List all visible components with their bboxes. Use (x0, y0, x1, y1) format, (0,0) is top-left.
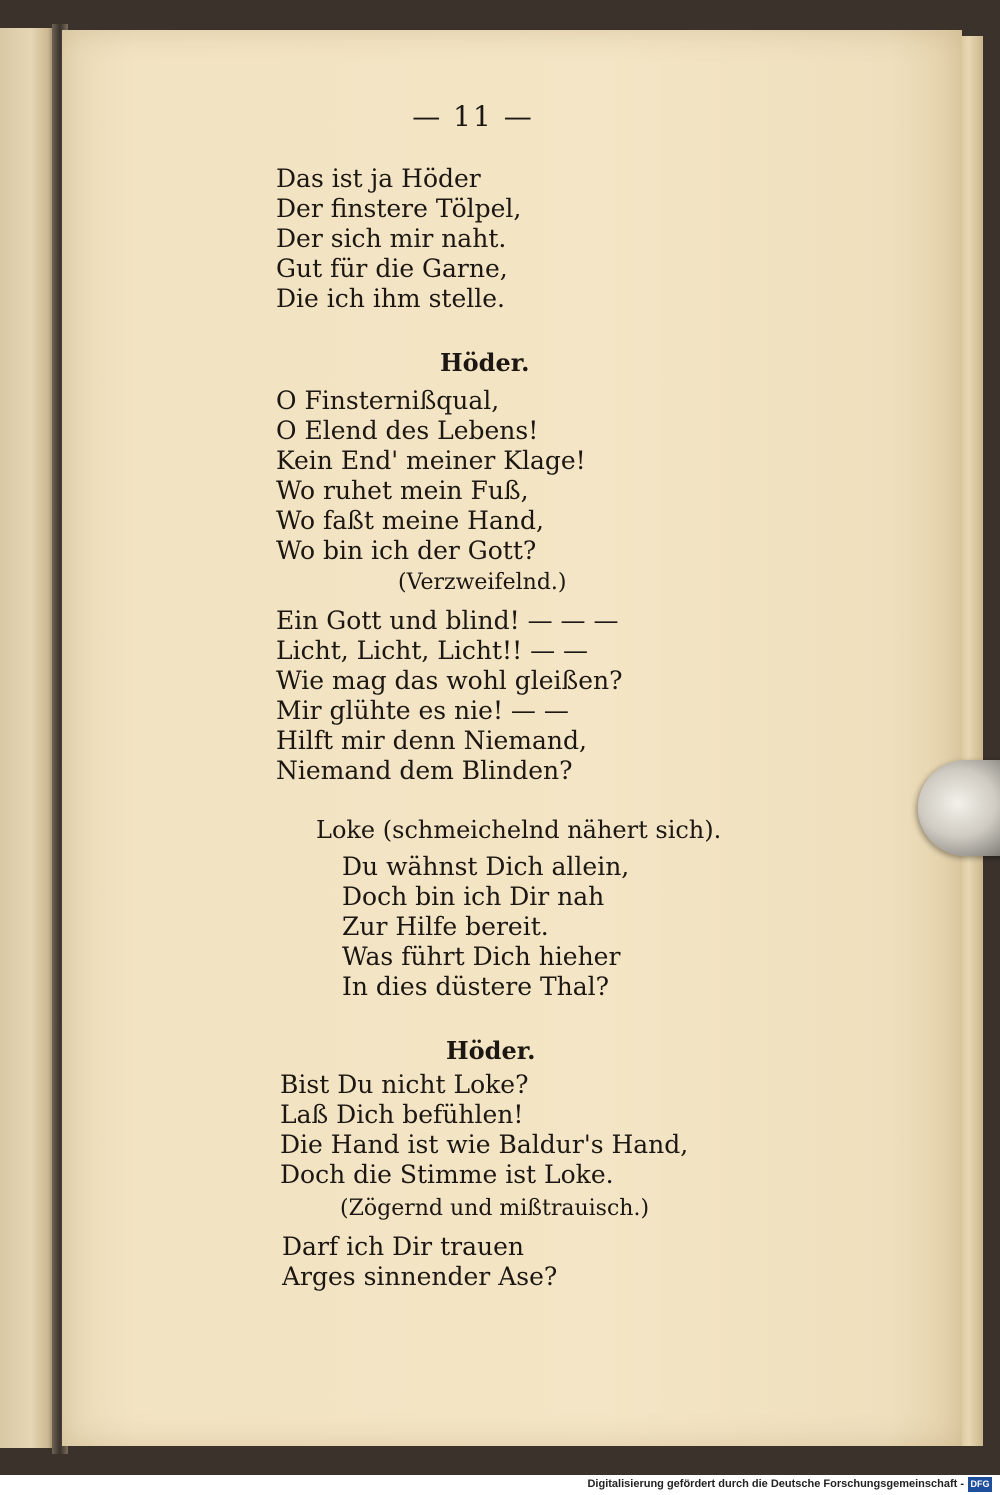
verse-line: O Finsternißqual, (276, 386, 500, 415)
verse-line: Niemand dem Blinden? (276, 756, 573, 785)
verse-line: Kein End' meiner Klage! (276, 446, 586, 475)
stanza-6 (282, 1232, 557, 1292)
stage-direction-1: (Verzweifelnd.) (398, 570, 567, 595)
speaker-loke: Loke (schmeichelnd nähert sich). (316, 816, 722, 844)
footer-credit: Digitalisierung gefördert durch die Deutsche Forschungsgemeinschaft - (587, 1478, 964, 1490)
speaker-hoeder-2: Höder. (446, 1036, 536, 1065)
verse-line: Doch bin ich Dir nah (342, 882, 605, 911)
footer-bar (0, 1475, 1000, 1495)
verse-line: Das ist ja Höder (276, 164, 481, 193)
verse-line: Darf ich Dir trauen (282, 1232, 524, 1261)
stanza-4 (342, 852, 629, 1002)
verse-line: Gut für die Garne, (276, 254, 508, 283)
stanza-5 (280, 1070, 688, 1190)
verse-line: Bist Du nicht Loke? (280, 1070, 529, 1099)
verse-line: Doch die Stimme ist Loke. (280, 1160, 614, 1189)
verse-line: O Elend des Lebens! (276, 416, 539, 445)
verse-line: Wo faßt meine Hand, (276, 506, 544, 535)
verse-line: Der finstere Tölpel, (276, 194, 522, 223)
verse-line: Du wähnst Dich allein, (342, 852, 630, 881)
left-page-edge (0, 28, 56, 1448)
stanza-1 (276, 164, 521, 314)
verse-line: Zur Hilfe bereit. (342, 912, 549, 941)
verse-line: Ein Gott und blind! — — — (276, 606, 619, 635)
verse-line: Die Hand ist wie Baldur's Hand, (280, 1130, 689, 1159)
stanza-2 (276, 386, 586, 566)
stage-direction-2: (Zögernd und mißtrauisch.) (340, 1196, 650, 1221)
verse-line: Laß Dich befühlen! (280, 1100, 524, 1129)
speaker-hoeder-1: Höder. (440, 348, 530, 377)
verse-line: Wie mag das wohl gleißen? (276, 666, 623, 695)
verse-line: In dies düstere Thal? (342, 972, 610, 1001)
verse-line: Wo ruhet mein Fuß, (276, 476, 529, 505)
verse-line: Der sich mir naht. (276, 224, 507, 253)
verse-line: Mir glühte es nie! — — (276, 696, 569, 725)
page-number: — 11 — (412, 100, 534, 133)
verse-line: Die ich ihm stelle. (276, 284, 505, 313)
stanza-3 (276, 606, 623, 786)
verse-line: Arges sinnender Ase? (282, 1262, 558, 1291)
verse-line: Was führt Dich hieher (342, 942, 621, 971)
page-text (62, 30, 962, 1446)
book-page (62, 30, 962, 1446)
dfg-logo-icon: DFG (968, 1477, 992, 1492)
verse-line: Hilft mir denn Niemand, (276, 726, 587, 755)
verse-line: Licht, Licht, Licht!! — — (276, 636, 589, 665)
verse-line: Wo bin ich der Gott? (276, 536, 537, 565)
